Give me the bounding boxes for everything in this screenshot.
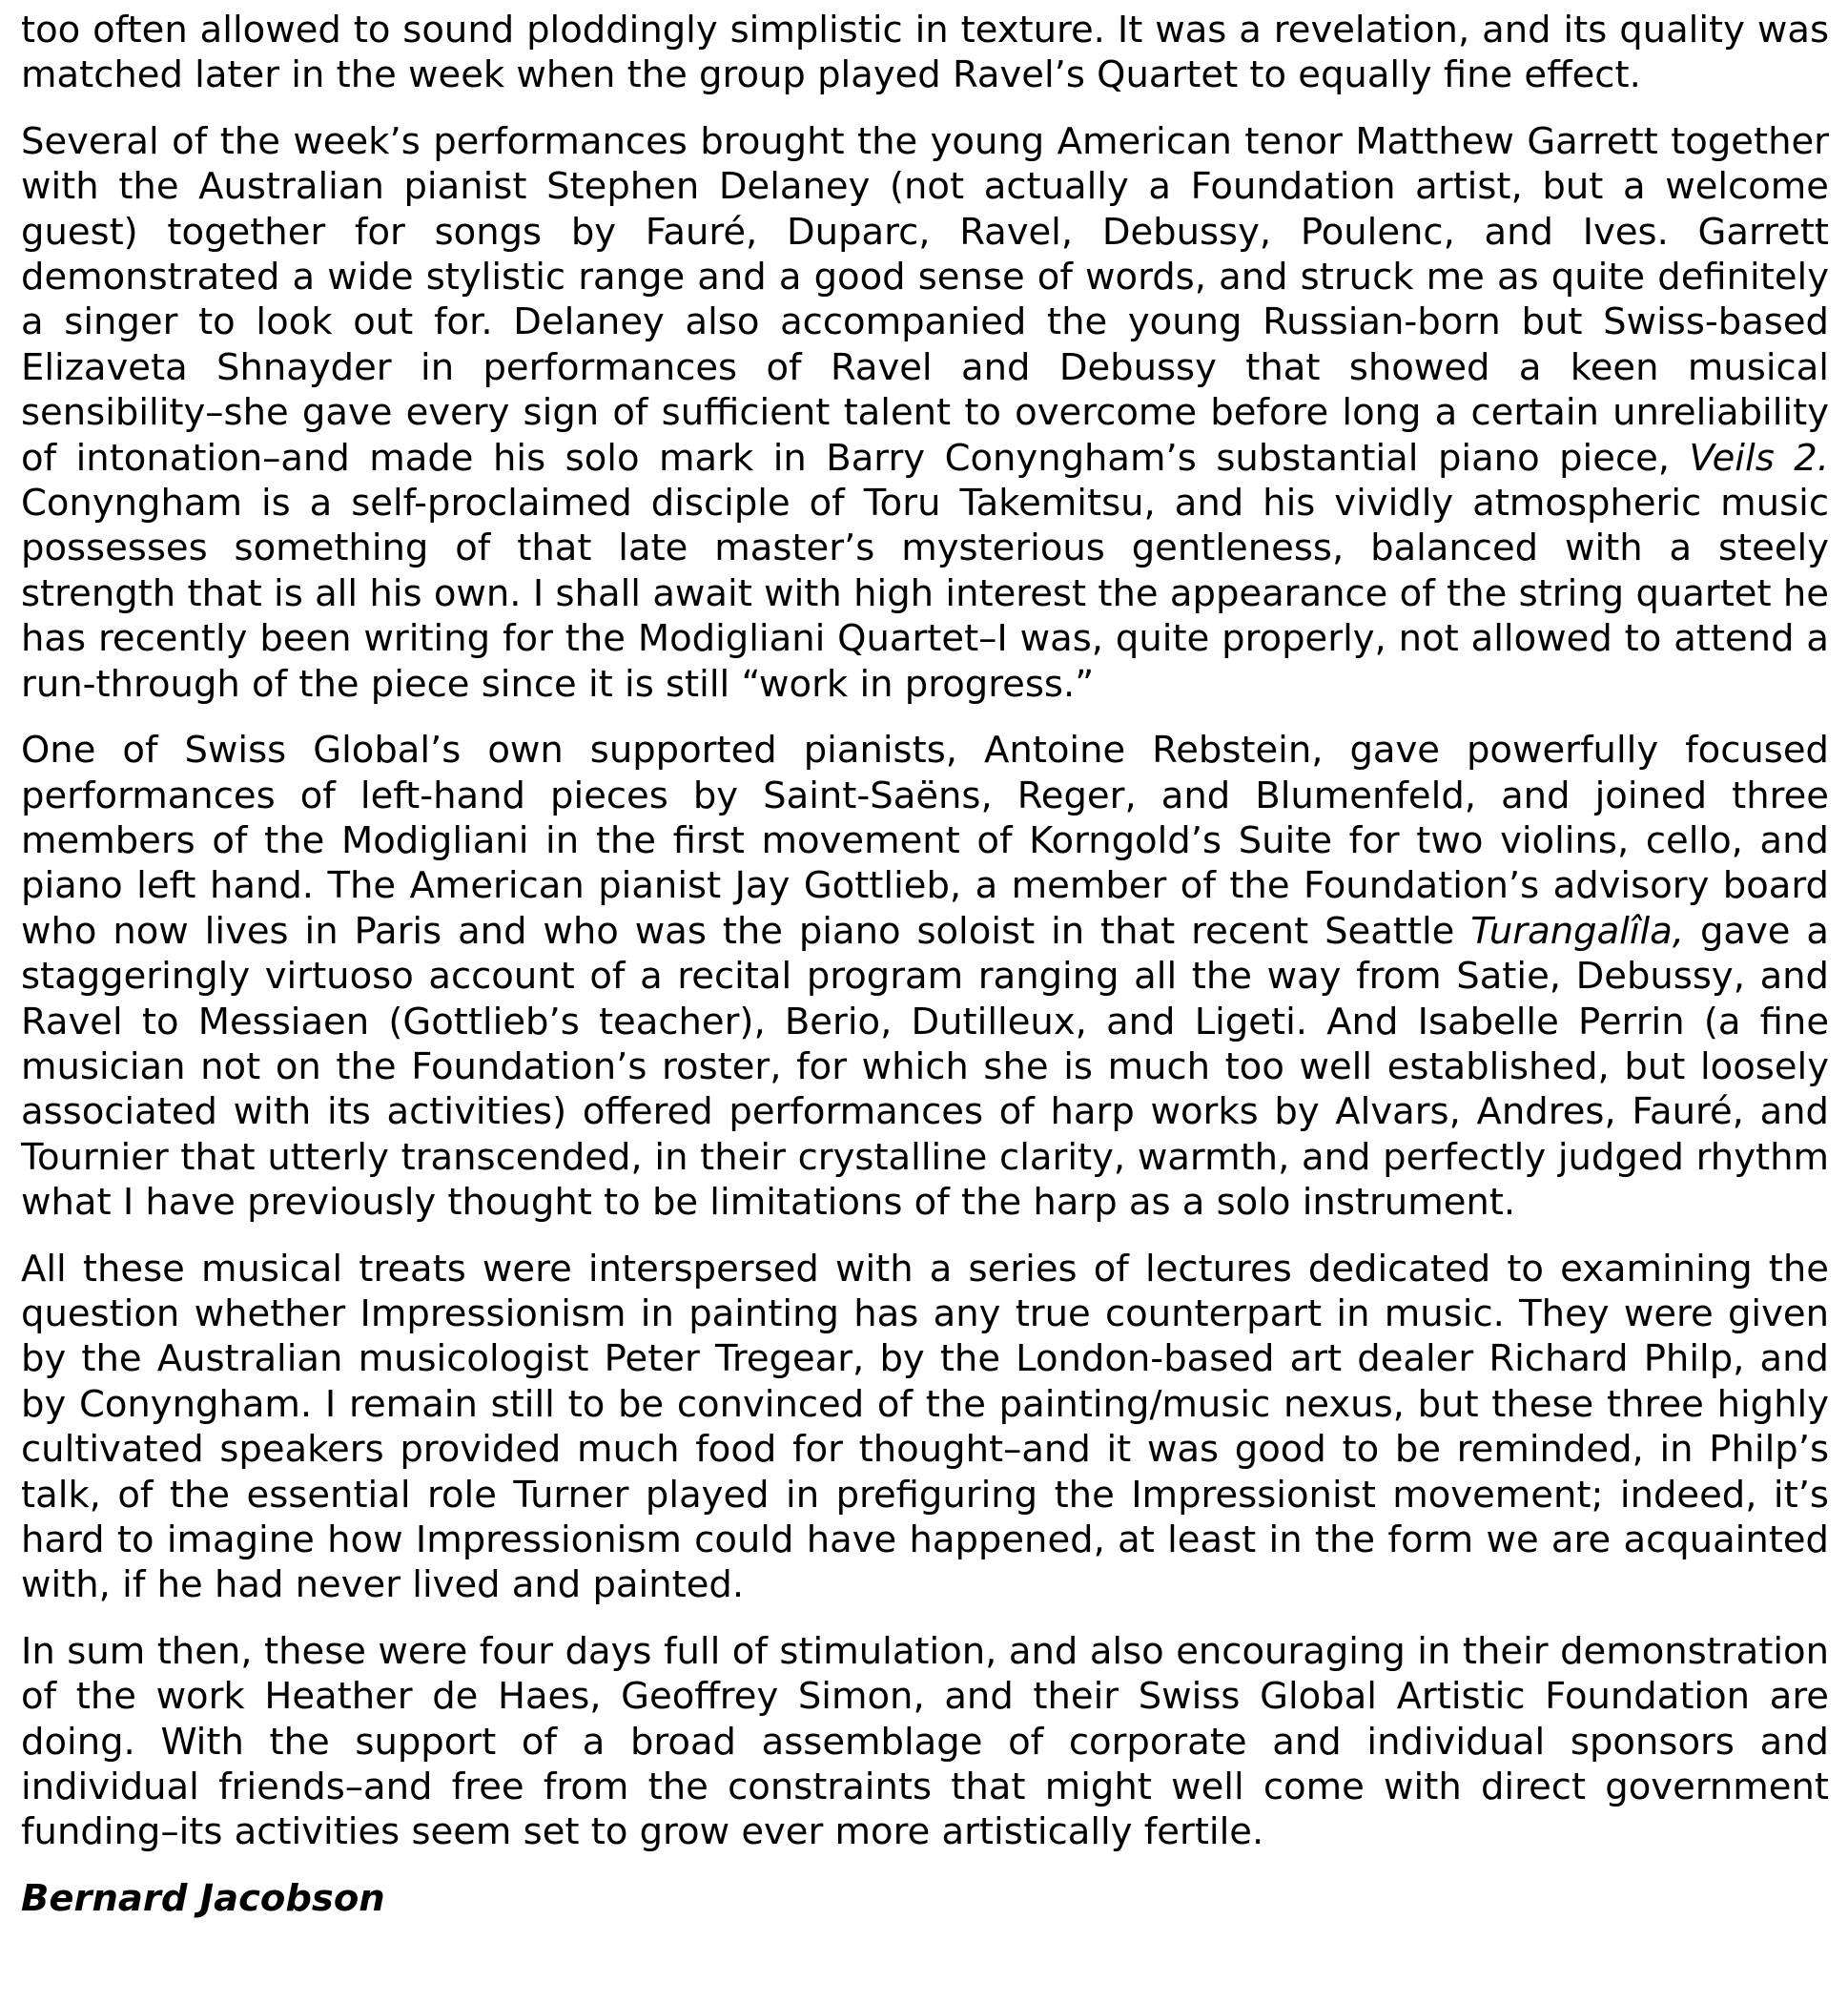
paragraph-1 — [21, 8, 1829, 98]
paragraph-text: gave a staggeringly virtuoso account of a recital program ranging all the way from Satie, Debussy, and Ravel to Messiaen (Gottlieb’s teacher), Berio, Dutilleux, and Ligeti. And Isabelle Perrin (a fine musician not on the Foundation’s roster, for which she is much too well established, but loosely associated with its activities) offered performances of harp works by Alvars, Andres, Fauré, and Tournier that utterly transcended, in their crystalline clarity, warmth, and perfectly judged rhythm what I have previously thought to be limitations of the harp as a solo instrument. — [21, 909, 1829, 1225]
paragraph-text: Conyngham is a self-proclaimed disciple of Toru Takemitsu, and his vividly atmospheric music possesses something of that late master’s mysterious gentleness, balanced with a steely strength that is all his own. I shall await with high interest the appearance of the string quartet he has recently been writing for the Modigliani Quartet–I was, quite properly, not allowed to attend a run-through of the piece since it is still “work in progress.” — [21, 482, 1829, 706]
paragraph-text: Several of the week’s performances brought the young American tenor Matthew Garrett together with the Australian pianist Stephen Delaney (not actually a Foundation artist, but a welcome guest) together for songs by Fauré, Duparc, Ravel, Debussy, Poulenc, and Ives. Garrett demonstrated a wide stylistic range and a good sense of words, and struck me as quite definitely a singer to look out for. Delaney also accompanied the young Russian-born but Swiss-based Elizaveta Shnayder in performances of Ravel and Debussy that showed a keen musical sensibility–she gave every sign of sufficient talent to overcome before long a certain unreliability of intonation–and made his solo mark in Barry Conyngham’s substantial piano piece, — [21, 119, 1829, 480]
paragraph-text: One of Swiss Global’s own supported pianists, Antoine Rebstein, gave powerfully focused performances of left-hand pieces by Saint-Saëns, Reger, and Blumenfeld, and joined three members of the Modigliani in the first movement of Korngold’s Suite for two violins, cello, and piano left hand. The American pianist Jay Gottlieb, a member of the Foundation’s advisory board who now lives in Paris and who was the piano soloist in that recent Seattle — [21, 729, 1829, 953]
paragraph-text: All these musical treats were interspersed with a series of lectures dedicated to examining the question whether Impressionism in painting has any true counterpart in music. They were given by the Australian musicologist Peter Tregear, by the London-based art dealer Richard Philp, and by Conyngham. I remain still to be convinced of the painting/music nexus, but these three highly cultivated speakers provided much food for thought–and it was good to be reminded, in Philp’s talk, of the essential role Turner played in prefiguring the Impressionist movement; indeed, it’s hard to imagine how Impressionism could have happened, at least in the form we are acquainted with, if he had never lived and painted. — [21, 1247, 1829, 1607]
paragraph-text: In sum then, these were four days full of stimulation, and also encouraging in their demonstration of the work Heather de Haes, Geoffrey Simon, and their Swiss Global Artistic Foundation are doing. With the support of a broad assemblage of corporate and individual sponsors and individual friends–and free from the constraints that might well come with direct government funding–its activities seem set to grow ever more artistically fertile. — [21, 1629, 1829, 1854]
author-signature: Bernard Jacobson — [21, 1876, 385, 1920]
paragraph-3 — [21, 728, 1829, 1225]
work-title-turangalila: Turangalîla, — [1470, 909, 1685, 953]
paragraph-5 — [21, 1629, 1829, 1855]
paragraph-4 — [21, 1247, 1829, 1608]
work-title-veils-2: Veils 2. — [1689, 436, 1829, 480]
paragraph-text: too often allowed to sound ploddingly simplistic in texture. It was a revelation, and its quality was matched later in the week when the group played Ravel’s Quartet to equally fine effect. — [21, 9, 1829, 97]
article-page — [21, 8, 1829, 1921]
paragraph-2 — [21, 119, 1829, 707]
